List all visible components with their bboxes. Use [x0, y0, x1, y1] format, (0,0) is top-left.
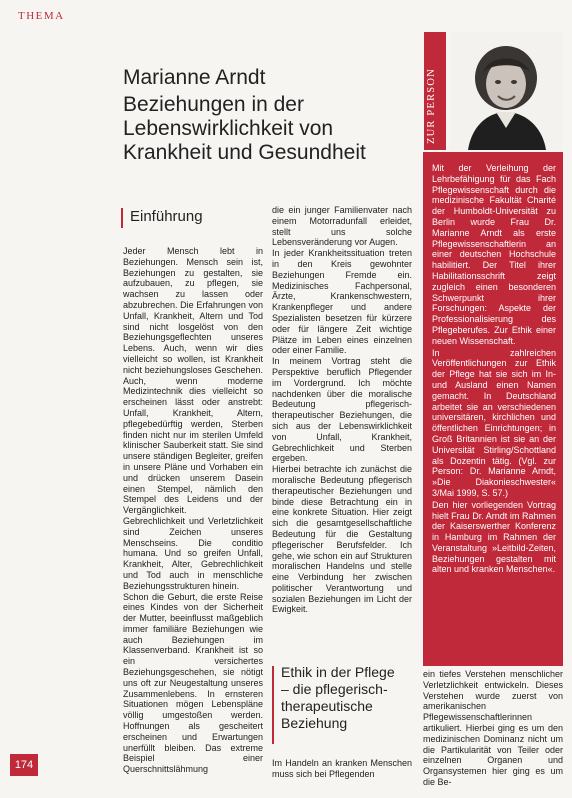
author-name: Marianne Arndt — [123, 66, 266, 89]
title-line: Lebenswirklichkeit von — [123, 117, 334, 140]
body-paragraph: Schon die Geburt, die erste Reise eines Kindes von der Sicherheit der Mutter, beeinflusst maßgeblich immer familiäre Beziehungen wie auch Beziehungen im Klassenverband. Krankheit ist so ein versichertes Beziehungsgeschehen, sie nötigt uns oft zur Neugestaltung unseres Zusammenlebens. In ernsteren Situationen mögen Lebenspläne völlig umgestoßen werden. Hoffnungen als gescheitert erscheinen und Erwartungen unerfüllt bleiben. Das extreme Beispiel einer Querschnittslähmung — [123, 591, 263, 775]
heading-line: Beziehung — [281, 715, 348, 731]
title-line: Beziehungen in der — [123, 93, 304, 116]
body-column-1 — [123, 246, 263, 775]
side-tab-label: ZUR PERSON — [426, 68, 437, 144]
body-paragraph: In meinem Vortrag steht die Perspektive beruflich Pflegender im Vordergrund. Ich möchte nachdenken über die moralische Bedeutung pflegerisch-therapeutischer Beziehungen, die sich aus der Lebenswirklichkeit von Unfall, Krankheit, Gebrechlichkeit und Sterben ergeben. — [272, 356, 412, 464]
heading-line: Ethik in der Pflege — [281, 664, 395, 680]
body-paragraph: Jeder Mensch lebt in Beziehungen. Mensch sein ist, Beziehungen zu gestalten, sie aufzubauen, zu pflegen, sie wachsen zu lassen oder abzubrechen. Die Erfahrungen von Unfall, Krankheit, Altern und Tod sind nicht losgelöst von den Beziehungsgeflechten unseres Lebens. Auch, wenn wir dies vielleicht so wollen, ist Krankheit nicht beziehungsloses Geschehen. Auch, wenn moderne Medizintechnik dies vielleicht so erscheinen lässt oder anstrebt: Unfall, Krankheit, Altern, pflegebedürftig werden, Sterben finden nicht nur im sterilen Umfeld klinischer Sauberkeit statt. Sie sind unsere ständigen Begleiter, greifen in unsere Pläne und Vorhaben ein und drücken unserem Dasein einen Stempel, nämlich den Stempel des Leidens und der Vergänglichkeit. — [123, 246, 263, 516]
heading-line: therapeutische — [281, 698, 373, 714]
sidebar-paragraph: Mit der Verleihung der Lehrbefähigung für das Fach Pflegewissenschaft durch die medizinische Fakultät Charité der Humboldt-Universität zu Berlin wurde Frau Dr. Marianne Arndt als erste Pflegewissenschaftlerin an einer deutschen Hochschule habilitiert. Der Titel ihrer Habilitationsschrift zeigt zugleich einen besonderen Schwerpunkt ihrer Forschungen: Aspekte der Professionalisierung des Pflegeberufes. Zur Ethik einer neuen Wissenschaft. — [432, 163, 556, 346]
section-heading-ethics — [272, 664, 422, 732]
sidebar-paragraph: Den hier vorliegenden Vortrag hielt Frau Dr. Arndt im Rahmen der Kaiserswerther Konferenz in Hamburg im Rahmen der Veranstaltung »Leitbild-Zeiten, Beziehungen gestalten mit alten und kranken Menschen«. — [432, 499, 556, 575]
person-side-tab — [424, 32, 446, 150]
page-number: 174 — [10, 754, 38, 776]
body-paragraph: Gebrechlichkeit und Verletzlichkeit sind Zeichen unseres Menschseins. Die conditio humana. Und so greifen Unfall, Krankheit, Alter, Gebrechlichkeit und Tod auch in menschliche Beziehungsstrukturen hinein. — [123, 515, 263, 591]
heading-accent-bar — [272, 666, 274, 744]
section-heading-intro — [121, 208, 261, 225]
body-column-3 — [423, 669, 563, 788]
person-info-box — [423, 152, 563, 666]
body-column-2-continued — [272, 758, 412, 780]
body-paragraph: Im Handeln an kranken Menschen muss sich bei Pflegenden — [272, 758, 412, 779]
body-paragraph: die ein junger Familienvater nach einem Motorradunfall erleidet, stellt uns solche Lebensveränderung vor Augen. — [272, 205, 412, 248]
body-paragraph: In jeder Krankheitssituation treten in den Kreis gewohnter Beziehungen Fremde ein. Medizinisches Fachpersonal, Ärzte, Krankenschwestern, Krankenpfleger und andere Spezialisten besetzen für kürzere oder für längere Zeit wichtige Plätze im Leben eines einzelnen oder einer Familie. — [272, 248, 412, 356]
heading-line: – die pflegerisch- — [281, 681, 388, 697]
body-paragraph: ein tiefes Verstehen menschlicher Verletzlichkeit entwickeln. Dieses Verstehen wurde zuerst von amerikanischen Pflegewissenschaftlerinnen artikuliert. Hierbei ging es um den medizinischen Dominanz nicht um die Partikularität von Teiler oder einzelnen Organen und Organsystemen hier ging es um die Be- — [423, 669, 563, 787]
sidebar-paragraph: In zahlreichen Veröffentlichungen zur Ethik der Pflege hat sie sich im In- und Ausland einen Namen gemacht. In Deutschland arbeitet sie an verschiedenen universitären, kirchlichen und öffentlichen Einrichtungen; in Groß Britannien ist sie an der Universität Stirling/Schottland als Dozentin tätig. (Vgl. zur Person: Dr. Marianne Arndt, »Die Diakonieschwester« 3/Mai 1999, S. 57.) — [432, 347, 556, 498]
body-column-2 — [272, 205, 412, 615]
title-line: Krankheit und Gesundheit — [123, 141, 366, 164]
body-paragraph: Hierbei betrachte ich zunächst die moralische Bedeutung pflegerisch therapeutischer Beziehungen und binde diese Betrachtung ein in eine konkrete Situation. Hier zeigt sich die gesamtgesellschaftliche Bedeutung für die Gestaltung pflegerischer Berufsfelder. Ich gehe, wie schon ein auf Strukturen moralischen Handelns und stelle eine Verbindung her zwischen politischer Verantwortung und sozialen Beziehungen im Licht der Ewigkeit. — [272, 464, 412, 615]
article-title — [123, 93, 433, 165]
section-heading — [281, 664, 422, 732]
section-heading: Einführung — [130, 208, 203, 225]
author-portrait — [450, 32, 562, 150]
heading-accent-bar — [121, 208, 123, 228]
portrait-illustration — [450, 32, 562, 150]
section-tag: THEMA — [18, 10, 65, 22]
